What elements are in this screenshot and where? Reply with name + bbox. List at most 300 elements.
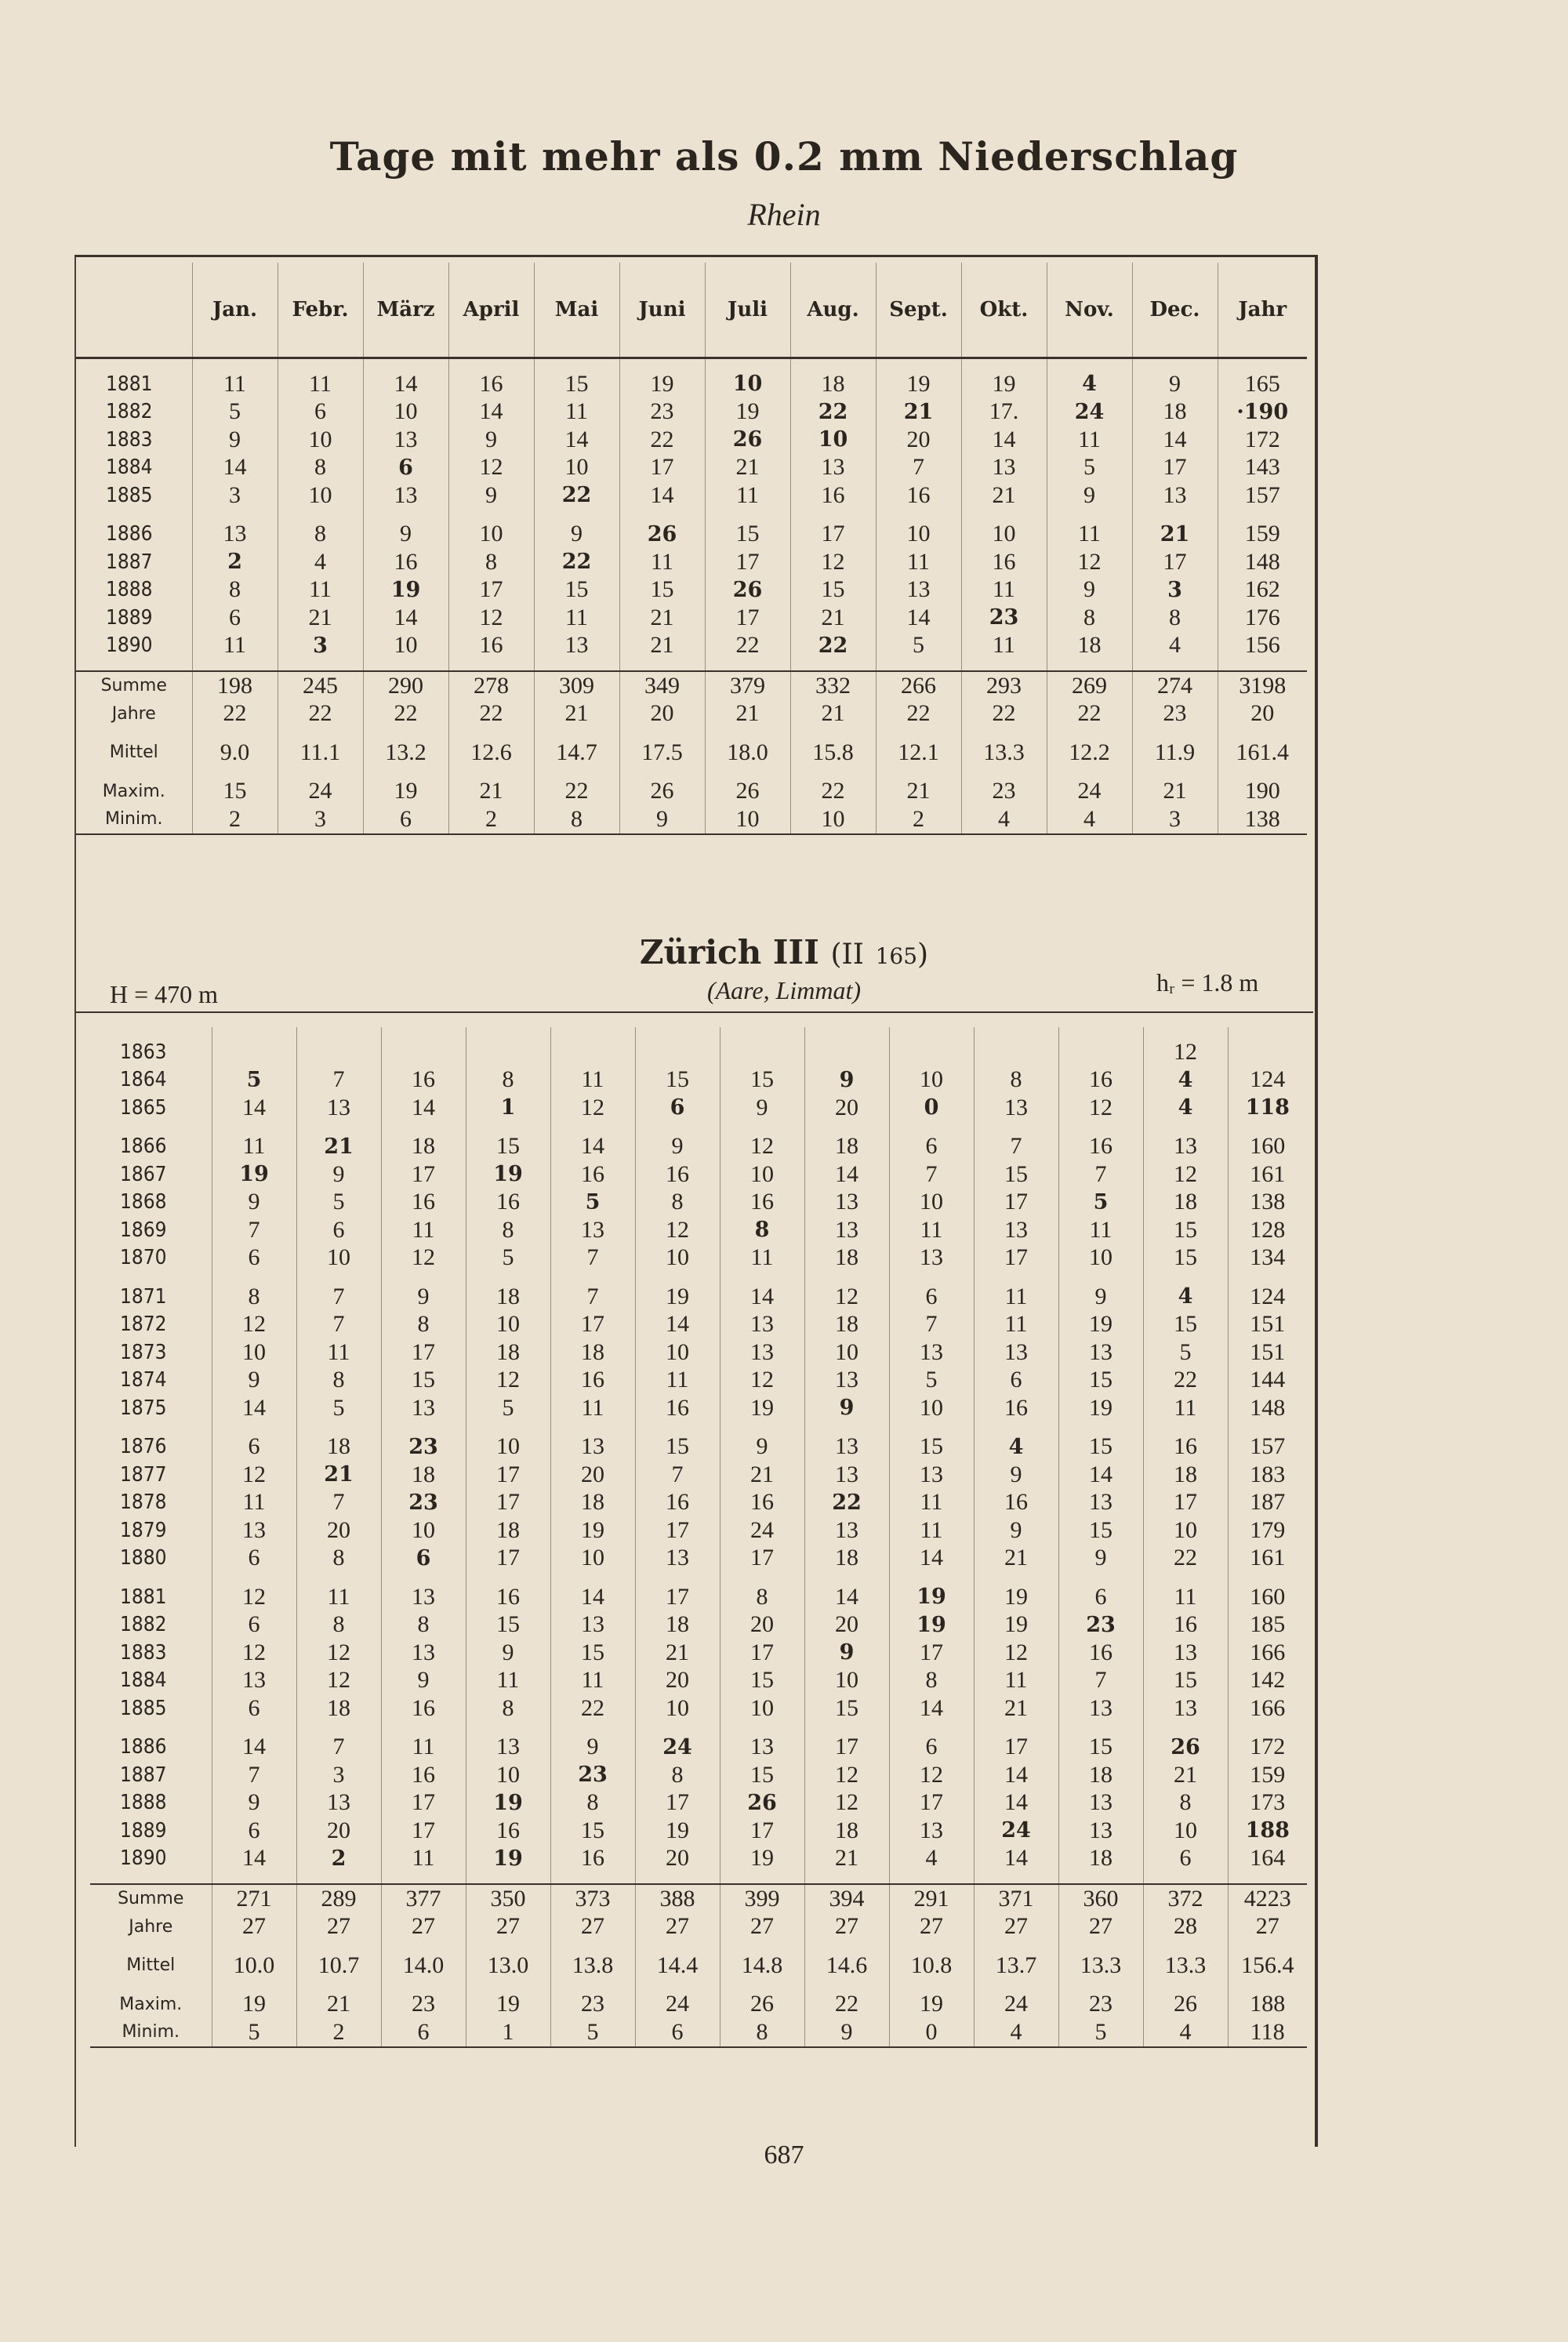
value-cell: 13 xyxy=(192,521,278,549)
spacer-cell xyxy=(804,1941,889,1952)
stat-cell: 399 xyxy=(720,1884,804,1913)
value-cell: 4 xyxy=(974,1433,1058,1461)
value-cell: 164 xyxy=(1228,1845,1307,1873)
value-cell: 22 xyxy=(534,481,619,510)
value-cell: 18 xyxy=(381,1133,466,1161)
stat-cell: 12.6 xyxy=(448,739,534,767)
stat-row xyxy=(76,805,1307,834)
stat-cell: 26 xyxy=(1143,1991,1228,2019)
value-cell: 124 xyxy=(1228,1066,1307,1095)
value-cell: 10 xyxy=(278,426,363,454)
spacer-cell xyxy=(876,659,961,671)
value-cell: 9 xyxy=(296,1160,381,1189)
value-cell: 15 xyxy=(1143,1667,1228,1695)
stat-cell: 21 xyxy=(876,778,961,806)
spacer-cell xyxy=(1132,358,1218,371)
value-cell: 7 xyxy=(974,1133,1058,1161)
value-cell: 185 xyxy=(1228,1611,1307,1639)
value-cell: 13 xyxy=(550,1611,635,1639)
spacer-cell xyxy=(466,1572,550,1583)
stat-cell: 2 xyxy=(876,805,961,834)
value-cell: 8 xyxy=(192,576,278,605)
value-cell: 12 xyxy=(804,1283,889,1311)
table-row xyxy=(90,1667,1307,1695)
value-cell: 16 xyxy=(1058,1066,1143,1095)
value-cell: 17 xyxy=(720,1817,804,1845)
value-cell: 13 xyxy=(804,1367,889,1395)
value-cell: 7 xyxy=(876,454,961,482)
stat-cell: 27 xyxy=(381,1913,466,1941)
value-cell: 17 xyxy=(635,1516,720,1545)
stat-cell: 4223 xyxy=(1228,1884,1307,1913)
stat-cell: 21 xyxy=(448,778,534,806)
value-cell: 9 xyxy=(1047,481,1132,510)
value-cell: 3 xyxy=(192,481,278,510)
spacer-cell xyxy=(90,1272,212,1283)
value-cell: 21 xyxy=(1132,521,1218,549)
value-cell: 14 xyxy=(1058,1461,1143,1489)
value-cell: 13 xyxy=(804,1516,889,1545)
table-row xyxy=(90,1789,1307,1817)
value-cell: 4 xyxy=(1132,632,1218,660)
value-cell: 26 xyxy=(705,426,790,454)
value-cell: 138 xyxy=(1228,1189,1307,1217)
value-cell: 18 xyxy=(804,1244,889,1273)
value-cell: 12 xyxy=(1143,1038,1228,1066)
year-cell: 1880 xyxy=(120,1546,167,1570)
spacer-cell xyxy=(1228,1027,1307,1038)
value-cell: 16 xyxy=(550,1160,635,1189)
value-cell: 14 xyxy=(635,1311,720,1339)
spacer-cell xyxy=(278,659,363,671)
table-row xyxy=(90,1189,1307,1217)
value-cell: 8 xyxy=(720,1216,804,1244)
value-cell: 11 xyxy=(1143,1394,1228,1422)
value-cell: 6 xyxy=(363,454,448,482)
value-cell: 13 xyxy=(381,1639,466,1667)
value-cell: 8 xyxy=(296,1367,381,1395)
spacer-cell xyxy=(1047,728,1132,739)
spacer-cell xyxy=(961,767,1047,778)
spacer-cell xyxy=(974,1872,1058,1884)
value-cell: 11 xyxy=(296,1583,381,1611)
value-cell: 10 xyxy=(466,1311,550,1339)
value-cell: 19 xyxy=(705,398,790,427)
stat-cell: 373 xyxy=(550,1884,635,1913)
spacer-cell xyxy=(1058,1941,1143,1952)
table-row xyxy=(76,576,1307,605)
value-cell: 5 xyxy=(1047,454,1132,482)
page-title: Tage mit mehr als 0.2 mm Niederschlag xyxy=(329,133,1239,180)
table-row xyxy=(90,1461,1307,1489)
value-cell xyxy=(1058,1038,1143,1066)
year-cell: 1864 xyxy=(120,1068,167,1092)
value-cell: 12 xyxy=(466,1367,550,1395)
table-row xyxy=(90,1734,1307,1762)
value-cell: 19 xyxy=(876,370,961,398)
value-cell: 21 xyxy=(278,604,363,632)
spacer-cell xyxy=(635,1723,720,1734)
spacer-cell xyxy=(619,659,705,671)
value-cell: 10 xyxy=(363,398,448,427)
stat-cell: 13.3 xyxy=(961,739,1047,767)
value-cell: 8 xyxy=(296,1545,381,1573)
spacer-cell xyxy=(296,1872,381,1884)
spacer-cell xyxy=(1058,1027,1143,1038)
value-cell: 13 xyxy=(296,1094,381,1122)
value-cell: 162 xyxy=(1218,576,1307,605)
value-cell: 15 xyxy=(635,1066,720,1095)
value-cell: 14 xyxy=(212,1394,296,1422)
stat-label: Mittel xyxy=(109,743,158,763)
stat-cell: 14.8 xyxy=(720,1952,804,1980)
spacer-row xyxy=(90,1941,1307,1952)
spacer-cell xyxy=(876,358,961,371)
value-cell: 17 xyxy=(466,1461,550,1489)
stat-cell: 372 xyxy=(1143,1884,1228,1913)
value-cell: 15 xyxy=(790,576,876,605)
value-cell: 13 xyxy=(876,576,961,605)
stat-cell: 377 xyxy=(381,1884,466,1913)
table-row xyxy=(76,632,1307,660)
value-cell: 15 xyxy=(466,1133,550,1161)
value-cell xyxy=(466,1038,550,1066)
stat-cell: 27 xyxy=(720,1913,804,1941)
value-cell: 183 xyxy=(1228,1461,1307,1489)
column-header: März xyxy=(363,263,448,358)
stat-cell: 6 xyxy=(363,805,448,834)
spacer-cell xyxy=(790,659,876,671)
value-cell: 12 xyxy=(212,1639,296,1667)
value-cell: 11 xyxy=(381,1734,466,1762)
column-header: April xyxy=(448,263,534,358)
stat-row xyxy=(90,1913,1307,1941)
year-cell: 1890 xyxy=(120,1846,167,1871)
year-cell: 1881 xyxy=(106,372,153,396)
spacer-cell xyxy=(278,510,363,521)
stat-cell: 21 xyxy=(296,1991,381,2019)
table-row xyxy=(76,370,1307,398)
value-cell: 19 xyxy=(619,370,705,398)
stat-cell: 2 xyxy=(192,805,278,834)
spacer-cell xyxy=(212,1872,296,1884)
table-row xyxy=(90,1545,1307,1573)
stat-cell: 14.6 xyxy=(804,1952,889,1980)
value-cell: 20 xyxy=(635,1845,720,1873)
spacer-cell xyxy=(804,1872,889,1884)
stat-cell: 18.0 xyxy=(705,739,790,767)
spacer-cell xyxy=(1143,1980,1228,1991)
value-cell: 15 xyxy=(1058,1367,1143,1395)
value-cell: 6 xyxy=(212,1244,296,1273)
value-cell: 14 xyxy=(961,426,1047,454)
value-cell: 15 xyxy=(1143,1311,1228,1339)
stat-cell: 22 xyxy=(1047,700,1132,728)
spacer-cell xyxy=(90,1122,212,1133)
value-cell: 10 xyxy=(363,632,448,660)
value-cell: 4 xyxy=(1143,1066,1228,1095)
value-cell: 10 xyxy=(296,1244,381,1273)
value-cell xyxy=(889,1038,974,1066)
spacer-cell xyxy=(889,1941,974,1952)
value-cell: 19 xyxy=(466,1160,550,1189)
spacer-cell xyxy=(1228,1980,1307,1991)
spacer-cell xyxy=(1047,659,1132,671)
spacer-cell xyxy=(466,1980,550,1991)
value-cell: 17 xyxy=(705,548,790,576)
year-cell: 1878 xyxy=(120,1491,167,1515)
value-cell: 9 xyxy=(720,1433,804,1461)
spacer-cell xyxy=(381,1572,466,1583)
value-cell: 16 xyxy=(363,548,448,576)
value-cell: 22 xyxy=(619,426,705,454)
spacer-cell xyxy=(889,1027,974,1038)
value-cell: 14 xyxy=(363,370,448,398)
value-cell: 16 xyxy=(550,1367,635,1395)
stat-cell: 3 xyxy=(278,805,363,834)
value-cell xyxy=(381,1038,466,1066)
stat-cell: 394 xyxy=(804,1884,889,1913)
spacer-cell xyxy=(705,728,790,739)
year-cell: 1888 xyxy=(120,1791,167,1815)
value-cell: 10 xyxy=(635,1694,720,1723)
spacer-cell xyxy=(466,1941,550,1952)
table-header-row xyxy=(76,263,1307,358)
value-cell: 18 xyxy=(804,1545,889,1573)
value-cell: 13 xyxy=(889,1461,974,1489)
table-row xyxy=(90,1611,1307,1639)
spacer-cell xyxy=(974,1027,1058,1038)
value-cell: 12 xyxy=(296,1639,381,1667)
spacer-cell xyxy=(76,728,192,739)
stat-cell: 15.8 xyxy=(790,739,876,767)
value-cell: 7 xyxy=(296,1311,381,1339)
value-cell: 0 xyxy=(889,1094,974,1122)
value-cell: 22 xyxy=(1143,1545,1228,1573)
value-cell: 18 xyxy=(466,1283,550,1311)
stat-cell: 0 xyxy=(889,2018,974,2047)
value-cell: 23 xyxy=(381,1433,466,1461)
value-cell: 11 xyxy=(212,1489,296,1517)
value-cell: 19 xyxy=(363,576,448,605)
spacer-cell xyxy=(363,728,448,739)
stat-cell: 14.0 xyxy=(381,1952,466,1980)
value-cell: 8 xyxy=(720,1583,804,1611)
stat-row xyxy=(90,1952,1307,1980)
station-ref-number: 165 xyxy=(875,943,918,969)
value-cell: 6 xyxy=(1143,1845,1228,1873)
value-cell: 172 xyxy=(1228,1734,1307,1762)
value-cell xyxy=(1228,1038,1307,1066)
stat-cell: 24 xyxy=(974,1991,1058,2019)
spacer-cell xyxy=(1228,1272,1307,1283)
value-cell: 148 xyxy=(1228,1394,1307,1422)
value-cell: 8 xyxy=(974,1066,1058,1095)
value-cell: 13 xyxy=(790,454,876,482)
value-cell: 118 xyxy=(1228,1094,1307,1122)
year-cell: 1877 xyxy=(120,1462,167,1487)
value-cell: 11 xyxy=(974,1667,1058,1695)
stat-cell: 13.7 xyxy=(974,1952,1058,1980)
spacer-cell xyxy=(1228,1572,1307,1583)
value-cell: 12 xyxy=(448,604,534,632)
value-cell: 19 xyxy=(974,1583,1058,1611)
value-cell: 13 xyxy=(296,1789,381,1817)
value-cell: 10 xyxy=(1058,1244,1143,1273)
table-row xyxy=(90,1761,1307,1789)
year-cell: 1867 xyxy=(120,1162,167,1186)
spacer-cell xyxy=(1047,767,1132,778)
spacer-cell xyxy=(550,1572,635,1583)
spacer-cell xyxy=(1143,1272,1228,1283)
table-row xyxy=(90,1066,1307,1095)
value-cell: 14 xyxy=(212,1734,296,1762)
value-cell: 6 xyxy=(212,1694,296,1723)
value-cell: 12 xyxy=(635,1216,720,1244)
value-cell: 10 xyxy=(212,1338,296,1367)
spacer-cell xyxy=(76,358,192,371)
value-cell: 26 xyxy=(720,1789,804,1817)
spacer-cell xyxy=(974,1723,1058,1734)
stat-cell: 12.2 xyxy=(1047,739,1132,767)
table-row xyxy=(76,398,1307,427)
spacer-cell xyxy=(1058,1723,1143,1734)
value-cell: 16 xyxy=(1058,1639,1143,1667)
spacer-cell xyxy=(720,1422,804,1433)
value-cell: 11 xyxy=(381,1216,466,1244)
value-cell: 10 xyxy=(278,481,363,510)
value-cell: 23 xyxy=(961,604,1047,632)
table-row xyxy=(90,1394,1307,1422)
value-cell: 157 xyxy=(1228,1433,1307,1461)
year-cell: 1871 xyxy=(120,1284,167,1309)
value-cell: 159 xyxy=(1228,1761,1307,1789)
spacer-cell xyxy=(212,1027,296,1038)
value-cell: 11 xyxy=(705,481,790,510)
spacer-cell xyxy=(363,767,448,778)
value-cell: 5 xyxy=(466,1394,550,1422)
value-cell: 157 xyxy=(1218,481,1307,510)
value-cell: 11 xyxy=(974,1311,1058,1339)
value-cell: 7 xyxy=(296,1734,381,1762)
stat-cell: 269 xyxy=(1047,671,1132,700)
table-row xyxy=(90,1038,1307,1066)
value-cell: 8 xyxy=(278,521,363,549)
value-cell: 188 xyxy=(1228,1817,1307,1845)
spacer-cell xyxy=(1058,1980,1143,1991)
value-cell: 6 xyxy=(212,1545,296,1573)
spacer-cell xyxy=(635,1941,720,1952)
value-cell: 24 xyxy=(974,1817,1058,1845)
spacer-cell xyxy=(1143,1723,1228,1734)
stat-cell: 26 xyxy=(705,778,790,806)
stat-row xyxy=(76,700,1307,728)
spacer-cell xyxy=(974,1272,1058,1283)
stat-cell: 5 xyxy=(550,2018,635,2047)
value-cell: 11 xyxy=(550,1066,635,1095)
value-cell: 15 xyxy=(1058,1734,1143,1762)
value-cell: 17 xyxy=(466,1489,550,1517)
spacer-cell xyxy=(363,659,448,671)
value-cell: 15 xyxy=(974,1160,1058,1189)
stat-cell: 26 xyxy=(720,1991,804,2019)
value-cell: 14 xyxy=(381,1094,466,1122)
value-cell: 9 xyxy=(1058,1545,1143,1573)
value-cell: 9 xyxy=(1058,1283,1143,1311)
year-cell: 1875 xyxy=(120,1396,167,1420)
value-cell: 7 xyxy=(1058,1160,1143,1189)
value-cell: 10 xyxy=(381,1516,466,1545)
value-cell: 8 xyxy=(466,1216,550,1244)
year-cell: 1882 xyxy=(106,400,153,424)
value-cell: 8 xyxy=(635,1189,720,1217)
table-row xyxy=(90,1516,1307,1545)
spacer-cell xyxy=(466,1723,550,1734)
spacer-cell xyxy=(1143,1572,1228,1583)
value-cell: 9 xyxy=(1132,370,1218,398)
spacer-row xyxy=(90,1872,1307,1884)
value-cell: 13 xyxy=(1132,481,1218,510)
stat-cell: 23 xyxy=(1132,700,1218,728)
spacer-cell xyxy=(705,510,790,521)
value-cell: 11 xyxy=(961,576,1047,605)
stat-cell: 27 xyxy=(1228,1913,1307,1941)
spacer-cell xyxy=(381,1872,466,1884)
value-cell: 14 xyxy=(550,1133,635,1161)
value-cell: 26 xyxy=(705,576,790,605)
stat-cell: 156.4 xyxy=(1228,1952,1307,1980)
spacer-cell xyxy=(1228,1723,1307,1734)
value-cell: 13 xyxy=(974,1216,1058,1244)
value-cell: 8 xyxy=(1047,604,1132,632)
stat-label: Jahre xyxy=(129,1916,173,1937)
value-cell: 17 xyxy=(619,454,705,482)
spacer-cell xyxy=(212,1572,296,1583)
value-cell: 9 xyxy=(381,1667,466,1695)
table-row xyxy=(90,1216,1307,1244)
table-row xyxy=(76,521,1307,549)
spacer-cell xyxy=(889,1272,974,1283)
stat-cell: 190 xyxy=(1218,778,1307,806)
stat-cell: 6 xyxy=(635,2018,720,2047)
spacer-cell xyxy=(974,1980,1058,1991)
value-cell: 12 xyxy=(550,1094,635,1122)
spacer-cell xyxy=(278,728,363,739)
value-cell: 11 xyxy=(278,576,363,605)
value-cell xyxy=(974,1038,1058,1066)
value-cell: 15 xyxy=(619,576,705,605)
stat-cell: 27 xyxy=(1058,1913,1143,1941)
spacer-cell xyxy=(1143,1422,1228,1433)
stat-cell: 27 xyxy=(635,1913,720,1941)
value-cell: 19 xyxy=(720,1845,804,1873)
value-cell: 20 xyxy=(720,1611,804,1639)
stat-cell: 10.7 xyxy=(296,1952,381,1980)
value-cell: 12 xyxy=(1058,1094,1143,1122)
value-cell: 9 xyxy=(212,1189,296,1217)
value-cell: 17 xyxy=(381,1817,466,1845)
value-cell: 13 xyxy=(212,1516,296,1545)
value-cell: 13 xyxy=(804,1461,889,1489)
spacer-cell xyxy=(1143,1941,1228,1952)
value-cell: 4 xyxy=(1143,1094,1228,1122)
value-cell: 20 xyxy=(635,1667,720,1695)
spacer-row xyxy=(90,1723,1307,1734)
year-cell: 1872 xyxy=(120,1313,167,1337)
value-cell: 22 xyxy=(550,1694,635,1723)
value-cell: 4 xyxy=(278,548,363,576)
value-cell: 10 xyxy=(1143,1516,1228,1545)
